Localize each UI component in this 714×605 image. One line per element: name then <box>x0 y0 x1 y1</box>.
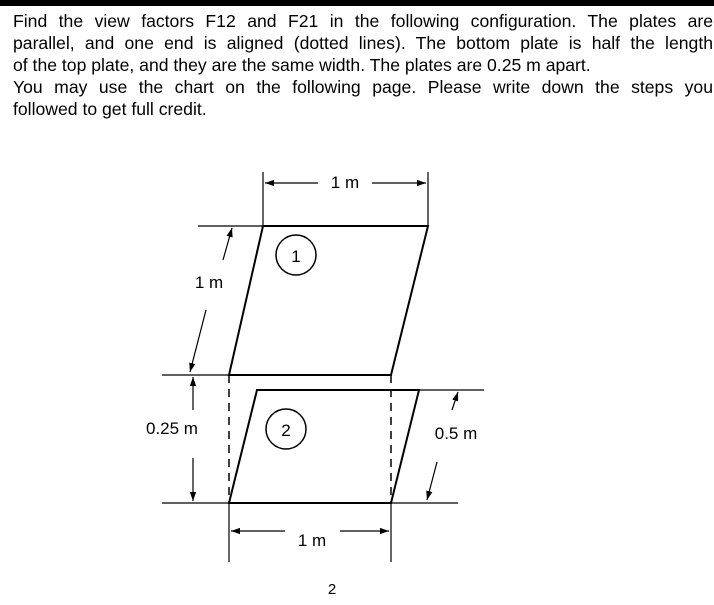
problem-line-4: You may use the chart on the following page. Please write down the steps you <box>13 77 713 97</box>
plate-2-label: 2 <box>281 421 291 440</box>
page-number: 2 <box>327 581 337 598</box>
problem-line-1: Find the view factors F12 and F21 in the following configuration. The plates are <box>13 11 713 31</box>
bottom-length-arrow-lower <box>427 462 437 500</box>
spacing-label: 0.25 m <box>146 419 198 438</box>
top-width-label: 1 m <box>330 173 360 192</box>
plate-1 <box>229 226 428 375</box>
problem-line-3: of the top plate, and they are the same width. The plates are 0.25 m apart. <box>13 55 591 75</box>
problem-line-2: parallel, and one end is aligned (dotted lines). The bottom plate is half the length <box>13 33 713 53</box>
problem-line-5: followed to get full credit. <box>13 99 207 119</box>
plate-1-label: 1 <box>291 247 301 266</box>
top-length-arrow-upper <box>223 228 232 260</box>
top-length-arrow-lower <box>190 310 206 372</box>
bottom-length-label: 0.5 m <box>434 424 478 443</box>
bottom-length-arrow-upper <box>452 392 458 410</box>
bottom-width-label: 1 m <box>297 531 327 550</box>
top-length-label: 1 m <box>194 273 224 292</box>
